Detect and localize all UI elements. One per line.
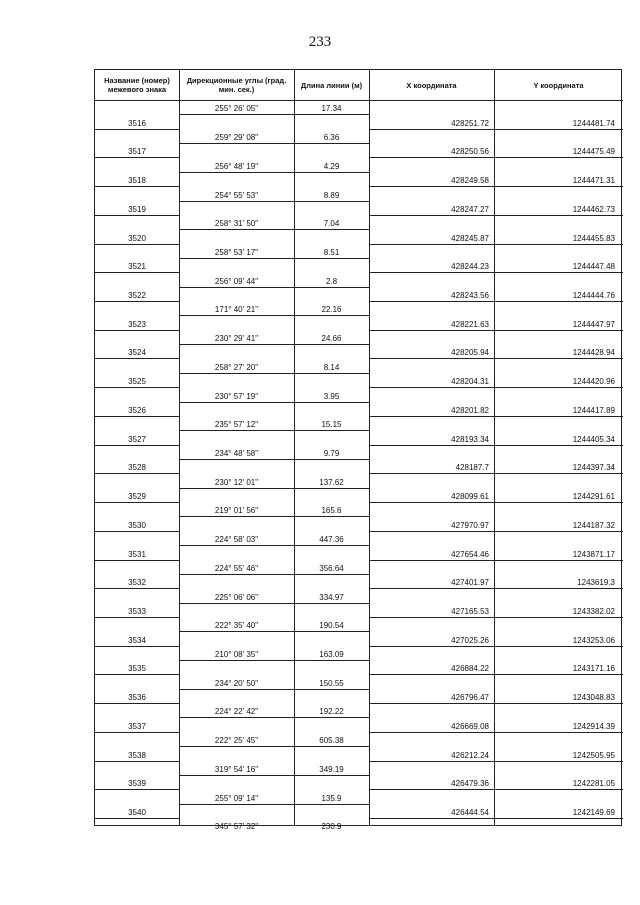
row-divider <box>369 186 623 187</box>
segment-angle: 255° 09' 14" <box>214 793 259 803</box>
point-x: 428221.63 <box>451 319 489 329</box>
segment-angle: 171° 40' 21" <box>214 305 259 315</box>
row-divider <box>179 804 369 805</box>
header-y: Y координата <box>533 80 584 90</box>
row-divider <box>95 301 179 302</box>
point-name: 3533 <box>128 606 146 616</box>
row-divider <box>179 402 369 403</box>
row-divider <box>179 201 369 202</box>
row-divider <box>369 215 623 216</box>
row-divider <box>95 215 179 216</box>
header-angle: Дирекционные углы (град. мин. сек.) <box>186 76 287 94</box>
row-divider <box>179 430 369 431</box>
segment-length: 2.8 <box>325 276 338 286</box>
point-y: 1244481.74 <box>572 118 615 128</box>
point-name: 3520 <box>128 233 146 243</box>
segment-length: 192.22 <box>319 707 344 717</box>
point-x: 428201.82 <box>451 405 489 415</box>
point-y: 1244397.34 <box>572 463 615 473</box>
segment-length: 4.29 <box>323 161 340 171</box>
page-number: 233 <box>308 34 332 50</box>
segment-angle: 224° 22' 42" <box>214 707 259 717</box>
point-name: 3517 <box>128 147 146 157</box>
point-x: 428250.56 <box>451 147 489 157</box>
row-divider <box>95 244 179 245</box>
point-y: 1243048.83 <box>572 693 615 703</box>
point-y: 1242281.05 <box>572 779 615 789</box>
row-divider <box>369 789 623 790</box>
row-divider <box>369 502 623 503</box>
segment-angle: 235° 57' 12" <box>214 420 259 430</box>
row-divider <box>369 646 623 647</box>
segment-length: 3.95 <box>323 391 340 401</box>
segment-length: 356.64 <box>319 563 344 573</box>
point-name: 3529 <box>128 492 146 502</box>
point-x: 427970.97 <box>451 520 489 530</box>
segment-angle: 258° 53' 17" <box>214 247 259 257</box>
point-name: 3522 <box>128 291 146 301</box>
point-y: 1243171.16 <box>572 664 615 674</box>
point-name: 3531 <box>128 549 146 559</box>
row-divider <box>369 445 623 446</box>
row-divider <box>369 674 623 675</box>
row-divider <box>369 272 623 273</box>
point-y: 1244291.61 <box>572 492 615 502</box>
point-name: 3525 <box>128 377 146 387</box>
point-x: 428245.87 <box>451 233 489 243</box>
header-x: X координата <box>406 80 457 90</box>
row-divider <box>179 315 369 316</box>
segment-angle: 256° 48' 19" <box>214 161 259 171</box>
point-name: 3527 <box>128 434 146 444</box>
point-name: 3540 <box>128 808 146 817</box>
row-divider <box>369 761 623 762</box>
point-name: 3524 <box>128 348 146 358</box>
row-divider <box>369 157 623 158</box>
row-divider <box>369 330 623 331</box>
row-divider <box>95 186 179 187</box>
point-x: 428193.34 <box>451 434 489 444</box>
segment-length: 8.89 <box>323 190 340 200</box>
segment-length: 135.9 <box>321 793 342 803</box>
segment-length: 7.04 <box>323 219 340 229</box>
segment-length: 137.62 <box>319 477 344 487</box>
point-name: 3532 <box>128 578 146 588</box>
row-divider <box>95 732 179 733</box>
coordinates-table <box>94 69 622 832</box>
segment-angle: 258° 27' 20" <box>214 362 259 372</box>
segment-angle: 234° 20' 50" <box>214 678 259 688</box>
point-name: 3521 <box>128 262 146 272</box>
row-divider <box>369 473 623 474</box>
point-y: 1244447.97 <box>572 319 615 329</box>
row-divider <box>179 143 369 144</box>
row-divider <box>179 172 369 173</box>
point-name: 3523 <box>128 319 146 329</box>
row-divider <box>95 330 179 331</box>
row-divider <box>95 703 179 704</box>
row-divider <box>179 488 369 489</box>
segment-angle: 222° 35' 40" <box>214 621 259 631</box>
point-name: 3536 <box>128 693 146 703</box>
row-divider <box>95 157 179 158</box>
point-y: 1243253.06 <box>572 635 615 645</box>
row-divider <box>179 516 369 517</box>
row-divider <box>369 129 623 130</box>
point-x: 427165.53 <box>451 606 489 616</box>
header-name: Название (номер) межевого знака <box>104 76 170 94</box>
point-name: 3538 <box>128 750 146 760</box>
point-y: 1244428.94 <box>572 348 615 358</box>
segment-angle: 254° 55' 53" <box>214 190 259 200</box>
row-divider <box>179 287 369 288</box>
segment-length: 163.09 <box>319 650 344 660</box>
segment-angle: 230° 12' 01" <box>214 477 259 487</box>
row-divider <box>369 301 623 302</box>
segment-angle: 230° 29' 41" <box>214 334 259 344</box>
row-divider <box>179 775 369 776</box>
row-divider <box>95 674 179 675</box>
row-divider <box>179 746 369 747</box>
segment-angle: 224° 55' 46" <box>214 563 259 573</box>
row-divider <box>179 344 369 345</box>
point-y: 1243382.02 <box>572 606 615 616</box>
segment-angle: 256° 09' 44" <box>214 276 259 286</box>
segment-length: 8.14 <box>323 362 340 372</box>
row-divider <box>95 358 179 359</box>
point-y: 1242914.39 <box>572 721 615 731</box>
point-x: 426669.08 <box>451 721 489 731</box>
point-x: 428251.72 <box>451 118 489 128</box>
point-x: 427401.97 <box>451 578 489 588</box>
row-divider <box>95 531 179 532</box>
segment-angle: 230° 57' 19" <box>214 391 259 401</box>
row-divider <box>95 588 179 589</box>
point-y: 1242505.95 <box>572 750 615 760</box>
point-name: 3539 <box>128 779 146 789</box>
point-x: 428204.31 <box>451 377 489 387</box>
point-x: 428244.23 <box>451 262 489 272</box>
row-divider <box>369 560 623 561</box>
row-divider <box>179 574 369 575</box>
row-divider <box>179 258 369 259</box>
segment-angle: 345° 57' 32" <box>214 822 259 832</box>
segment-length: 8.51 <box>323 247 340 257</box>
row-divider <box>95 129 179 130</box>
point-name: 3530 <box>128 520 146 530</box>
row-divider <box>369 588 623 589</box>
point-x: 428187.7 <box>455 463 489 473</box>
point-y: 1244417.89 <box>572 405 615 415</box>
row-divider <box>95 272 179 273</box>
segment-angle: 258° 31' 50" <box>214 219 259 229</box>
segment-length: 334.97 <box>319 592 344 602</box>
point-x: 428249.58 <box>451 176 489 186</box>
point-x: 426884.22 <box>451 664 489 674</box>
row-divider <box>95 100 623 101</box>
point-x: 428099.61 <box>451 492 489 502</box>
point-y: 1244447.48 <box>572 262 615 272</box>
row-divider <box>95 502 179 503</box>
row-divider <box>179 229 369 230</box>
segment-angle: 222° 25' 45" <box>214 736 259 746</box>
segment-length: 447.36 <box>319 535 344 545</box>
row-divider <box>369 531 623 532</box>
segment-length: 605.38 <box>319 736 344 746</box>
row-divider <box>95 761 179 762</box>
point-name: 3535 <box>128 664 146 674</box>
point-name: 3516 <box>128 118 146 128</box>
point-y: 1244405.34 <box>572 434 615 444</box>
point-name: 3518 <box>128 176 146 186</box>
point-x: 427654.46 <box>451 549 489 559</box>
point-y: 1243871.17 <box>572 549 615 559</box>
point-y: 1244187.32 <box>572 520 615 530</box>
row-divider <box>179 545 369 546</box>
point-y: 1243619.3 <box>577 578 615 588</box>
segment-length: 150.55 <box>319 678 344 688</box>
point-y: 1244444.76 <box>572 291 615 301</box>
segment-angle: 259° 29' 08" <box>214 133 259 143</box>
point-x: 427025.26 <box>451 635 489 645</box>
row-divider <box>179 689 369 690</box>
row-divider <box>369 387 623 388</box>
row-divider <box>179 114 369 115</box>
row-divider <box>95 387 179 388</box>
point-name: 3519 <box>128 204 146 214</box>
row-divider <box>369 617 623 618</box>
segment-angle: 234° 48' 58" <box>214 449 259 458</box>
row-divider <box>369 732 623 733</box>
segment-length: 9.79 <box>323 449 340 458</box>
row-divider <box>369 358 623 359</box>
row-divider <box>179 660 369 661</box>
point-x: 426212.24 <box>451 750 489 760</box>
row-divider <box>369 244 623 245</box>
segment-length: 6.36 <box>323 133 340 143</box>
row-divider <box>95 789 179 790</box>
row-divider <box>95 445 179 446</box>
segment-length: 190.54 <box>319 621 344 631</box>
segment-length: 17.34 <box>321 104 342 114</box>
point-y: 1244475.49 <box>572 147 615 157</box>
row-divider <box>95 416 179 417</box>
segment-length: 15.15 <box>321 420 342 430</box>
row-divider <box>95 473 179 474</box>
segment-angle: 210° 08' 35" <box>214 650 259 660</box>
point-name: 3534 <box>128 635 146 645</box>
row-divider <box>95 818 179 819</box>
point-x: 428243.56 <box>451 291 489 301</box>
row-divider <box>179 373 369 374</box>
row-divider <box>179 717 369 718</box>
segment-angle: 225° 06' 06" <box>214 592 259 602</box>
point-name: 3526 <box>128 405 146 415</box>
row-divider <box>369 818 623 819</box>
segment-angle: 219° 01' 56" <box>214 506 259 516</box>
point-y: 1244462.73 <box>572 204 615 214</box>
row-divider <box>95 617 179 618</box>
row-divider <box>95 560 179 561</box>
point-name: 3537 <box>128 721 146 731</box>
segment-length: 22.16 <box>321 305 342 315</box>
segment-length: 349.19 <box>319 764 344 774</box>
row-divider <box>179 603 369 604</box>
point-x: 426796.47 <box>451 693 489 703</box>
point-x: 428205.94 <box>451 348 489 358</box>
point-y: 1244420.96 <box>572 377 615 387</box>
segment-length: 165.6 <box>321 506 342 516</box>
segment-length: 24.66 <box>321 334 342 344</box>
point-y: 1242149.69 <box>572 808 615 817</box>
row-divider <box>369 703 623 704</box>
segment-angle: 255° 26' 05" <box>214 104 259 114</box>
segment-angle: 319° 54' 16" <box>214 764 259 774</box>
point-y: 1244455.83 <box>572 233 615 243</box>
row-divider <box>369 416 623 417</box>
point-y: 1244471.31 <box>572 176 615 186</box>
point-x: 428247.27 <box>451 204 489 214</box>
row-divider <box>95 646 179 647</box>
segment-length: 230.9 <box>321 822 342 832</box>
segment-angle: 224° 58' 03" <box>214 535 259 545</box>
row-divider <box>179 631 369 632</box>
point-x: 426479.36 <box>451 779 489 789</box>
point-name: 3528 <box>128 463 146 473</box>
header-length: Длина линии (м) <box>300 80 363 90</box>
point-x: 426444.54 <box>451 808 489 817</box>
row-divider <box>179 459 369 460</box>
